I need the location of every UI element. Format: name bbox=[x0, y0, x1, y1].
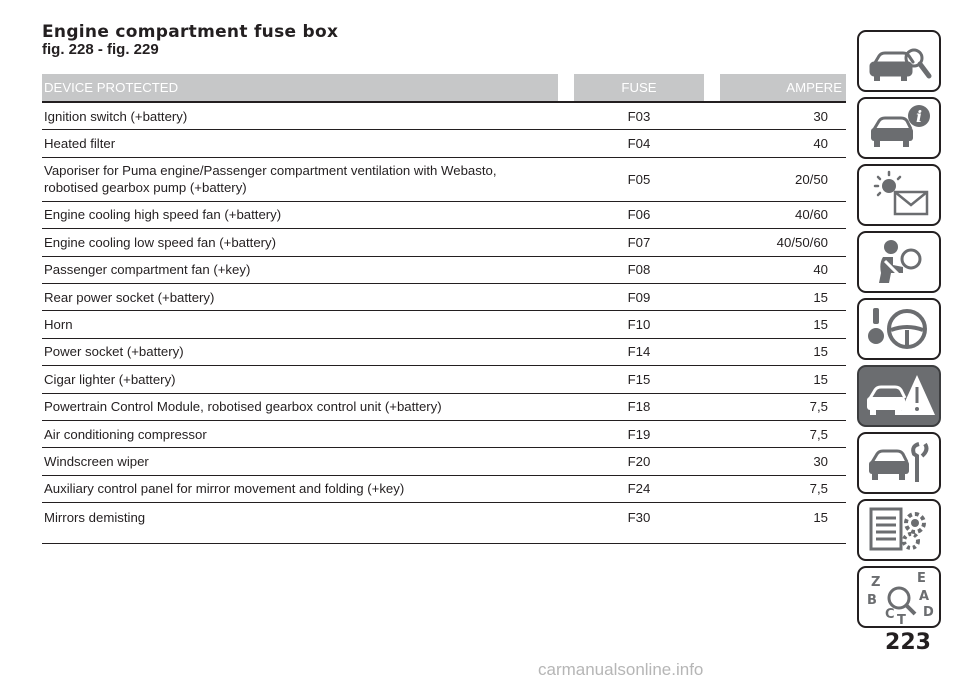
technical-specs-gear-icon bbox=[859, 501, 939, 559]
table-row bbox=[42, 476, 846, 503]
device-line: robotised gearbox pump (+battery) bbox=[44, 180, 247, 196]
index-letter: E bbox=[917, 571, 926, 586]
device-cell: Power socket (+battery) bbox=[42, 339, 558, 366]
page-number: 223 bbox=[885, 630, 931, 655]
ampere-cell: 7,5 bbox=[720, 421, 846, 448]
car-search-icon bbox=[859, 32, 939, 90]
table-row bbox=[42, 311, 846, 338]
fuse-cell: F05 bbox=[558, 158, 720, 202]
table-row bbox=[42, 366, 846, 393]
table-row bbox=[42, 339, 846, 366]
table-row bbox=[42, 158, 846, 202]
chapter-tab-technical-specs[interactable] bbox=[857, 499, 941, 561]
fuse-cell: F30 bbox=[558, 503, 720, 544]
device-cell: Horn bbox=[42, 311, 558, 338]
fuse-cell: F19 bbox=[558, 421, 720, 448]
table-row bbox=[42, 448, 846, 475]
device-cell: Auxiliary control panel for mirror movement and folding (+key) bbox=[42, 476, 558, 503]
ampere-cell: 15 bbox=[720, 284, 846, 311]
index-letter: Z bbox=[871, 575, 881, 590]
car-maintenance-wrench-icon bbox=[859, 434, 939, 492]
svg-text:i: i bbox=[915, 107, 923, 126]
ampere-cell: 40 bbox=[720, 130, 846, 157]
fuse-table bbox=[42, 74, 846, 544]
index-letter: A bbox=[919, 589, 930, 604]
watermark-text: carmanualsonline.info bbox=[538, 660, 704, 679]
index-letter: C bbox=[885, 607, 895, 622]
fuse-cell: F18 bbox=[558, 394, 720, 421]
ampere-cell: 30 bbox=[720, 448, 846, 475]
column-header-fuse: FUSE bbox=[574, 74, 704, 103]
table-row bbox=[42, 103, 846, 130]
device-cell: Air conditioning compressor bbox=[42, 421, 558, 448]
ampere-cell: 15 bbox=[720, 503, 846, 544]
table-row bbox=[42, 394, 846, 421]
chapter-tab-car-info[interactable] bbox=[857, 97, 941, 159]
table-row bbox=[42, 229, 846, 256]
device-cell: Heated filter bbox=[42, 130, 558, 157]
device-cell: Cigar lighter (+battery) bbox=[42, 366, 558, 393]
car-emergency-triangle-icon bbox=[859, 367, 939, 425]
table-row bbox=[42, 130, 846, 157]
device-line: Vaporiser for Puma engine/Passenger compartment ventilation with Webasto, bbox=[44, 163, 497, 179]
airbag-safety-icon bbox=[859, 233, 939, 291]
section-title: Engine compartment fuse box bbox=[42, 22, 339, 42]
column-gap bbox=[704, 74, 720, 103]
table-row bbox=[42, 503, 846, 544]
fuse-cell: F06 bbox=[558, 202, 720, 229]
fuse-cell: F07 bbox=[558, 229, 720, 256]
column-header-device: DEVICE PROTECTED bbox=[42, 74, 558, 103]
ampere-cell: 40/60 bbox=[720, 202, 846, 229]
table-row bbox=[42, 202, 846, 229]
ampere-cell: 7,5 bbox=[720, 476, 846, 503]
warning-lights-message-icon bbox=[859, 166, 939, 224]
device-cell: Ignition switch (+battery) bbox=[42, 103, 558, 130]
car-info-icon bbox=[859, 99, 939, 157]
fuse-cell: F10 bbox=[558, 311, 720, 338]
column-header-ampere: AMPERE bbox=[720, 74, 846, 103]
index-letter: T bbox=[897, 613, 906, 626]
chapter-tab-starting-driving[interactable] bbox=[857, 298, 941, 360]
fuse-cell: F24 bbox=[558, 476, 720, 503]
index-letter: B bbox=[867, 593, 877, 608]
fuse-cell: F08 bbox=[558, 257, 720, 284]
steering-wheel-key-icon bbox=[859, 300, 939, 358]
table-row bbox=[42, 257, 846, 284]
chapter-tab-car-search[interactable] bbox=[857, 30, 941, 92]
ampere-cell: 15 bbox=[720, 366, 846, 393]
fuse-cell: F14 bbox=[558, 339, 720, 366]
ampere-cell: 7,5 bbox=[720, 394, 846, 421]
device-cell: Passenger compartment fan (+key) bbox=[42, 257, 558, 284]
figure-reference: fig. 228 - fig. 229 bbox=[42, 41, 159, 58]
fuse-cell: F03 bbox=[558, 103, 720, 130]
ampere-cell: 40 bbox=[720, 257, 846, 284]
ampere-cell: 15 bbox=[720, 339, 846, 366]
chapter-tab-emergency[interactable] bbox=[857, 365, 941, 427]
chapter-tab-safety[interactable] bbox=[857, 231, 941, 293]
fuse-cell: F04 bbox=[558, 130, 720, 157]
ampere-cell: 40/50/60 bbox=[720, 229, 846, 256]
fuse-cell: F15 bbox=[558, 366, 720, 393]
table-row bbox=[42, 421, 846, 448]
table-header-row bbox=[42, 74, 846, 103]
device-cell: Engine cooling low speed fan (+battery) bbox=[42, 229, 558, 256]
device-cell: Rear power socket (+battery) bbox=[42, 284, 558, 311]
device-cell: Engine cooling high speed fan (+battery) bbox=[42, 202, 558, 229]
device-cell: Windscreen wiper bbox=[42, 448, 558, 475]
fuse-cell: F20 bbox=[558, 448, 720, 475]
device-cell: Powertrain Control Module, robotised gearbox control unit (+battery) bbox=[42, 394, 558, 421]
ampere-cell: 20/50 bbox=[720, 158, 846, 202]
alphabetical-index-icon bbox=[859, 568, 939, 626]
index-letter: D bbox=[923, 605, 934, 620]
chapter-tab-maintenance[interactable] bbox=[857, 432, 941, 494]
chapter-tab-index[interactable] bbox=[857, 566, 941, 628]
device-cell bbox=[42, 158, 558, 202]
device-cell: Mirrors demisting bbox=[42, 503, 558, 544]
fuse-cell: F09 bbox=[558, 284, 720, 311]
column-gap bbox=[558, 74, 574, 103]
table-row bbox=[42, 284, 846, 311]
ampere-cell: 15 bbox=[720, 311, 846, 338]
chapter-tab-warning-lights[interactable] bbox=[857, 164, 941, 226]
ampere-cell: 30 bbox=[720, 103, 846, 130]
